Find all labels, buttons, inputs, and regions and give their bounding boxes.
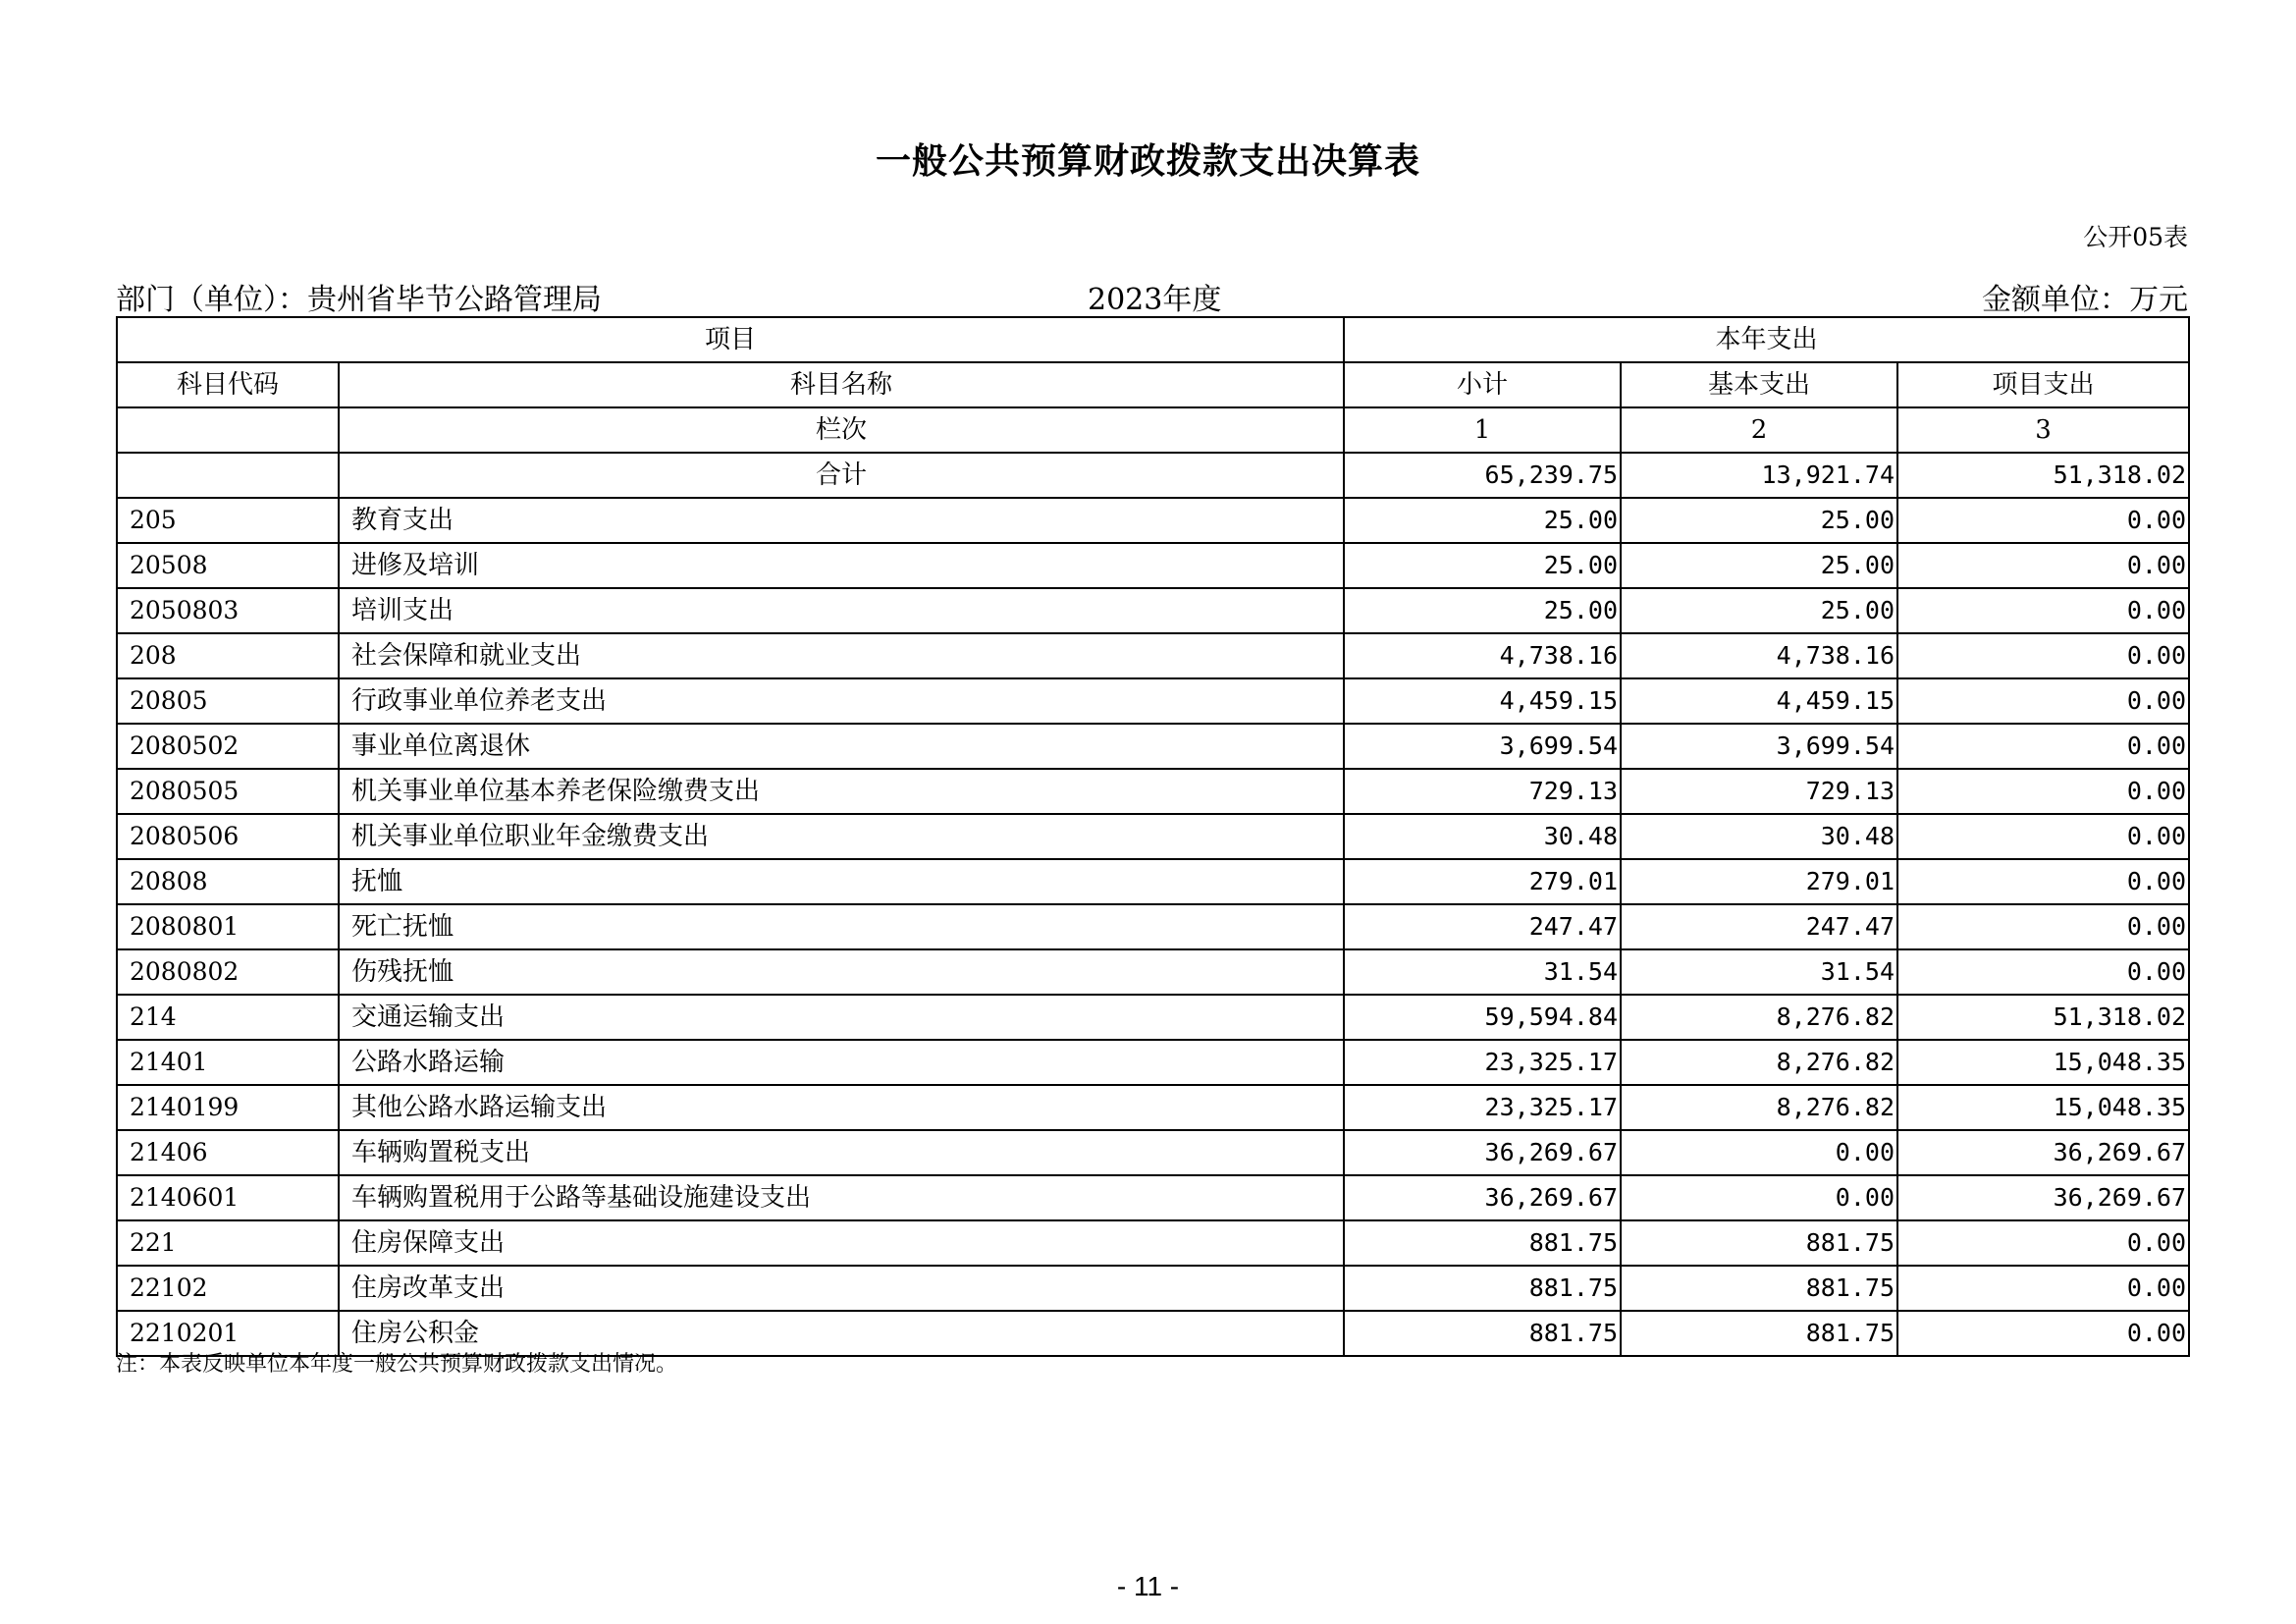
row-code: 205 — [117, 498, 339, 543]
row-subtotal: 881.75 — [1344, 1220, 1621, 1266]
row-basic: 881.75 — [1621, 1311, 1897, 1356]
row-basic: 881.75 — [1621, 1220, 1897, 1266]
table-row — [117, 1040, 2189, 1085]
row-code: 221 — [117, 1220, 339, 1266]
row-name: 车辆购置税用于公路等基础设施建设支出 — [339, 1175, 1344, 1220]
header-code: 科目代码 — [117, 362, 339, 407]
row-project: 36,269.67 — [1897, 1130, 2189, 1175]
row-basic: 729.13 — [1621, 769, 1897, 814]
amount-unit: 金额单位：万元 — [1982, 283, 2188, 317]
row-subtotal: 25.00 — [1344, 543, 1621, 588]
row-name: 培训支出 — [339, 588, 1344, 633]
row-project: 15,048.35 — [1897, 1085, 2189, 1130]
row-subtotal: 23,325.17 — [1344, 1085, 1621, 1130]
row-subtotal: 36,269.67 — [1344, 1175, 1621, 1220]
row-basic: 4,738.16 — [1621, 633, 1897, 678]
row-name: 事业单位离退休 — [339, 724, 1344, 769]
row-subtotal: 31.54 — [1344, 949, 1621, 995]
row-subtotal: 4,738.16 — [1344, 633, 1621, 678]
row-project: 0.00 — [1897, 678, 2189, 724]
table-note: 注：本表反映单位本年度一般公共预算财政拨款支出情况。 — [116, 1352, 678, 1377]
table-row — [117, 995, 2189, 1040]
table-row — [117, 904, 2189, 949]
table-row — [117, 949, 2189, 995]
header-row-3 — [117, 407, 2189, 453]
fiscal-year: 2023年度 — [1088, 283, 1222, 317]
row-code: 2050803 — [117, 588, 339, 633]
row-basic: 881.75 — [1621, 1266, 1897, 1311]
header-item: 项目 — [117, 317, 1344, 362]
row-subtotal: 279.01 — [1344, 859, 1621, 904]
table-row — [117, 498, 2189, 543]
row-code: 2080801 — [117, 904, 339, 949]
row-code: 22102 — [117, 1266, 339, 1311]
row-code: 21406 — [117, 1130, 339, 1175]
row-code: 20808 — [117, 859, 339, 904]
table-row — [117, 1220, 2189, 1266]
row-code: 2080802 — [117, 949, 339, 995]
row-project: 36,269.67 — [1897, 1175, 2189, 1220]
table-row — [117, 633, 2189, 678]
row-subtotal: 25.00 — [1344, 588, 1621, 633]
row-name: 抚恤 — [339, 859, 1344, 904]
row-project: 0.00 — [1897, 769, 2189, 814]
row-basic: 8,276.82 — [1621, 995, 1897, 1040]
header-subtotal: 小计 — [1344, 362, 1621, 407]
header-name: 科目名称 — [339, 362, 1344, 407]
row-project: 15,048.35 — [1897, 1040, 2189, 1085]
row-subtotal: 247.47 — [1344, 904, 1621, 949]
row-subtotal: 25.00 — [1344, 498, 1621, 543]
total-project: 51,318.02 — [1897, 453, 2189, 498]
row-name: 伤残抚恤 — [339, 949, 1344, 995]
table-row — [117, 1266, 2189, 1311]
row-project: 0.00 — [1897, 1266, 2189, 1311]
row-name: 死亡抚恤 — [339, 904, 1344, 949]
row-subtotal: 59,594.84 — [1344, 995, 1621, 1040]
table-row — [117, 678, 2189, 724]
row-basic: 25.00 — [1621, 543, 1897, 588]
row-project: 0.00 — [1897, 633, 2189, 678]
row-code: 2080506 — [117, 814, 339, 859]
header-col2: 2 — [1621, 407, 1897, 453]
form-number: 公开05表 — [2083, 223, 2188, 251]
row-subtotal: 36,269.67 — [1344, 1130, 1621, 1175]
table-row — [117, 543, 2189, 588]
page-number: - 11 - — [1116, 1571, 1180, 1601]
expenditure-table — [116, 316, 2190, 1357]
row-subtotal: 881.75 — [1344, 1311, 1621, 1356]
table-row — [117, 1085, 2189, 1130]
table-row — [117, 814, 2189, 859]
row-code: 2080502 — [117, 724, 339, 769]
row-basic: 279.01 — [1621, 859, 1897, 904]
row-code: 2080505 — [117, 769, 339, 814]
row-subtotal: 3,699.54 — [1344, 724, 1621, 769]
row-code: 214 — [117, 995, 339, 1040]
total-label: 合计 — [339, 453, 1344, 498]
header-row-1 — [117, 317, 2189, 362]
total-subtotal: 65,239.75 — [1344, 453, 1621, 498]
row-subtotal: 23,325.17 — [1344, 1040, 1621, 1085]
total-basic: 13,921.74 — [1621, 453, 1897, 498]
header-basic: 基本支出 — [1621, 362, 1897, 407]
row-name: 教育支出 — [339, 498, 1344, 543]
row-project: 0.00 — [1897, 588, 2189, 633]
row-basic: 247.47 — [1621, 904, 1897, 949]
row-subtotal: 881.75 — [1344, 1266, 1621, 1311]
row-subtotal: 729.13 — [1344, 769, 1621, 814]
row-basic: 31.54 — [1621, 949, 1897, 995]
row-name: 公路水路运输 — [339, 1040, 1344, 1085]
page-title: 一般公共预算财政拨款支出决算表 — [875, 141, 1420, 182]
table-row — [117, 859, 2189, 904]
row-project: 0.00 — [1897, 724, 2189, 769]
row-project: 0.00 — [1897, 543, 2189, 588]
row-basic: 8,276.82 — [1621, 1085, 1897, 1130]
table-row — [117, 724, 2189, 769]
department-label: 部门（单位）：贵州省毕节公路管理局 — [116, 283, 602, 317]
header-blank — [117, 407, 339, 453]
row-basic: 0.00 — [1621, 1130, 1897, 1175]
row-name: 车辆购置税支出 — [339, 1130, 1344, 1175]
row-project: 0.00 — [1897, 859, 2189, 904]
row-code: 2140601 — [117, 1175, 339, 1220]
row-project: 51,318.02 — [1897, 995, 2189, 1040]
row-basic: 4,459.15 — [1621, 678, 1897, 724]
row-name: 机关事业单位职业年金缴费支出 — [339, 814, 1344, 859]
row-code: 21401 — [117, 1040, 339, 1085]
row-project: 0.00 — [1897, 1311, 2189, 1356]
total-row — [117, 453, 2189, 498]
row-name: 其他公路水路运输支出 — [339, 1085, 1344, 1130]
row-name: 行政事业单位养老支出 — [339, 678, 1344, 724]
table-row — [117, 588, 2189, 633]
table-row — [117, 1175, 2189, 1220]
header-column-order: 栏次 — [339, 407, 1344, 453]
row-code: 20805 — [117, 678, 339, 724]
row-name: 进修及培训 — [339, 543, 1344, 588]
table-row — [117, 1130, 2189, 1175]
row-code: 208 — [117, 633, 339, 678]
row-basic: 0.00 — [1621, 1175, 1897, 1220]
row-project: 0.00 — [1897, 949, 2189, 995]
row-project: 0.00 — [1897, 904, 2189, 949]
header-project: 项目支出 — [1897, 362, 2189, 407]
table-meta — [116, 275, 2188, 317]
row-code: 2140199 — [117, 1085, 339, 1130]
row-basic: 8,276.82 — [1621, 1040, 1897, 1085]
row-basic: 25.00 — [1621, 588, 1897, 633]
row-basic: 30.48 — [1621, 814, 1897, 859]
row-name: 交通运输支出 — [339, 995, 1344, 1040]
row-name: 机关事业单位基本养老保险缴费支出 — [339, 769, 1344, 814]
row-subtotal: 4,459.15 — [1344, 678, 1621, 724]
row-basic: 25.00 — [1621, 498, 1897, 543]
row-project: 0.00 — [1897, 1220, 2189, 1266]
header-row-2 — [117, 362, 2189, 407]
row-subtotal: 30.48 — [1344, 814, 1621, 859]
row-project: 0.00 — [1897, 498, 2189, 543]
row-name: 社会保障和就业支出 — [339, 633, 1344, 678]
row-code: 20508 — [117, 543, 339, 588]
row-code: 2210201 — [117, 1311, 339, 1356]
row-name: 住房改革支出 — [339, 1266, 1344, 1311]
row-name: 住房保障支出 — [339, 1220, 1344, 1266]
header-col1: 1 — [1344, 407, 1621, 453]
table-row — [117, 769, 2189, 814]
header-current-year: 本年支出 — [1344, 317, 2189, 362]
header-col3: 3 — [1897, 407, 2189, 453]
row-project: 0.00 — [1897, 814, 2189, 859]
row-name: 住房公积金 — [339, 1311, 1344, 1356]
row-basic: 3,699.54 — [1621, 724, 1897, 769]
total-blank — [117, 453, 339, 498]
